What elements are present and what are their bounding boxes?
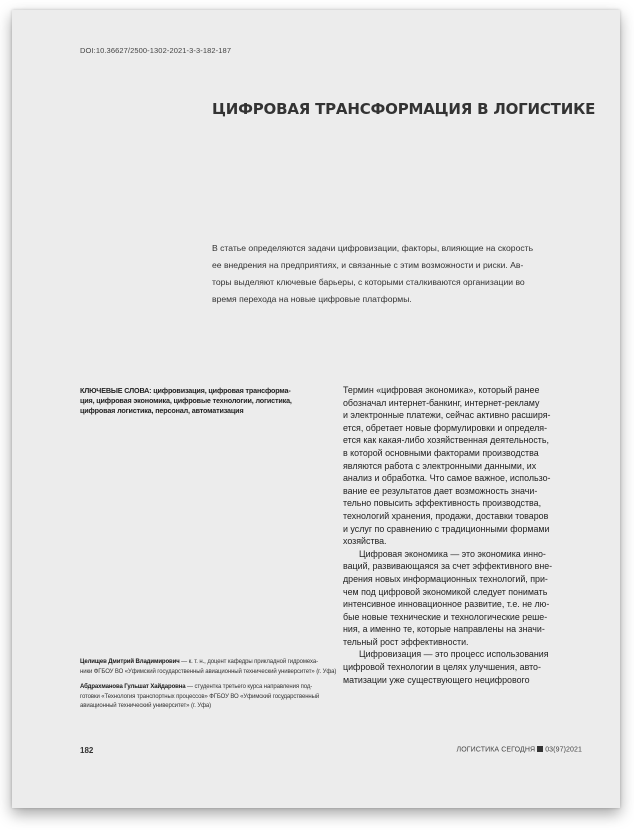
article-title: ЦИФРОВАЯ ТРАНСФОРМАЦИЯ В ЛОГИСТИКЕ — [212, 100, 596, 118]
abstract — [212, 240, 582, 308]
body-line: интенсивное инновационное развитие, т.е. не лю- — [343, 599, 550, 610]
abstract-line: торы выделяют ключевые барьеры, с которыми сталкиваются организации во — [212, 277, 525, 287]
body-line: являются работа с электронными данными, их — [343, 460, 537, 471]
body-line: обозначал интернет-банкинг, интернет-рекламу — [343, 397, 540, 408]
keywords-line: КЛЮЧЕВЫЕ СЛОВА: цифровизация, цифровая трансформа- — [80, 386, 291, 395]
body-line: ется как какая-либо хозяйственная деятельность, — [343, 435, 549, 446]
body-line: анализ и обработка. Что самое важное, использо- — [343, 473, 551, 484]
doi-label: DOI:10.36627/2500-1302-2021-3-3-182-187 — [80, 46, 232, 55]
abstract-line: В статье определяются задачи цифровизации, факторы, влияющие на скорость — [212, 243, 534, 253]
square-separator-icon — [537, 746, 543, 752]
body-line: ваций, развивающаяся за счет эффективного вне- — [343, 561, 553, 572]
body-line: матизации уже существующего нецифрового — [343, 674, 530, 685]
keywords-line: ция, цифровая экономика, цифровые технологии, логистика, — [80, 396, 292, 405]
body-line: цифровой технологии в целях улучшения, авто- — [343, 662, 541, 673]
journal-footer — [457, 746, 582, 754]
author-line — [80, 658, 330, 668]
body-line: Цифровая экономика — это экономика инно- — [359, 548, 546, 559]
abstract-line: время перехода на новые цифровые платформы. — [212, 294, 412, 304]
body-line: тельно повысить эффективность производства, — [343, 498, 542, 509]
keywords-line: цифровая логистика, персонал, автоматизация — [80, 406, 244, 415]
keywords-block — [80, 386, 330, 416]
body-line: Цифровизация — это процесс использования — [359, 649, 549, 660]
body-line: бые новые технические и технологические реше- — [343, 611, 548, 622]
body-line: и услуг по сравнению с традиционными формами — [343, 523, 550, 534]
issue-number: 03(97)2021 — [545, 746, 582, 754]
body-line: ется, обретает новые формулировки и определя- — [343, 422, 548, 433]
body-line: Термин «цифровая экономика», который ранее — [343, 385, 540, 395]
journal-name: ЛОГИСТИКА СЕГОДНЯ — [456, 746, 536, 754]
author-line: авиационный технический университет» (г. Уфа) — [80, 703, 212, 709]
author-line — [80, 683, 330, 693]
body-line: тельный рост эффективности. — [343, 636, 469, 647]
body-column — [343, 384, 589, 686]
author-line: ники ФГБОУ ВО «Уфимский государственный авиационный технический университет» (г. Уфа) — [80, 668, 337, 675]
author-affiliation: — к. т. н., доцент кафедры прикладной гидромеха- — [179, 659, 318, 665]
author-affiliation: — студентка третьего курса направления под- — [185, 684, 313, 690]
body-line: технологий хранения, продажи, доставки товаров — [343, 510, 549, 521]
body-line: чем под цифровой экономикой следует понимать — [343, 586, 548, 597]
body-line: и электронные платежи, сейчас активно расширя- — [343, 410, 551, 421]
body-line: хозяйства. — [343, 536, 387, 547]
abstract-line: ее внедрения на предприятиях, и связанные с этим возможности и риски. Ав- — [212, 260, 524, 270]
body-line: вание ее результатов дает возможность значи- — [343, 485, 538, 496]
journal-page — [12, 10, 620, 808]
body-line: ния, а именно те, которые направлены на значи- — [343, 624, 545, 635]
author-name: Целищев Дмитрий Владимирович — [80, 659, 180, 665]
authors-block — [80, 658, 337, 712]
body-line: в которой основными факторами производства — [343, 447, 539, 458]
author-name: Абдрахманова Гульшат Хайдаровна — [80, 684, 186, 690]
page-number: 182 — [80, 746, 94, 755]
body-line: дрения новых информационных технологий, при- — [343, 573, 548, 584]
author-line: готовки «Технология транспортных процессов» ФГБОУ ВО «Уфимский государственный — [80, 693, 320, 700]
